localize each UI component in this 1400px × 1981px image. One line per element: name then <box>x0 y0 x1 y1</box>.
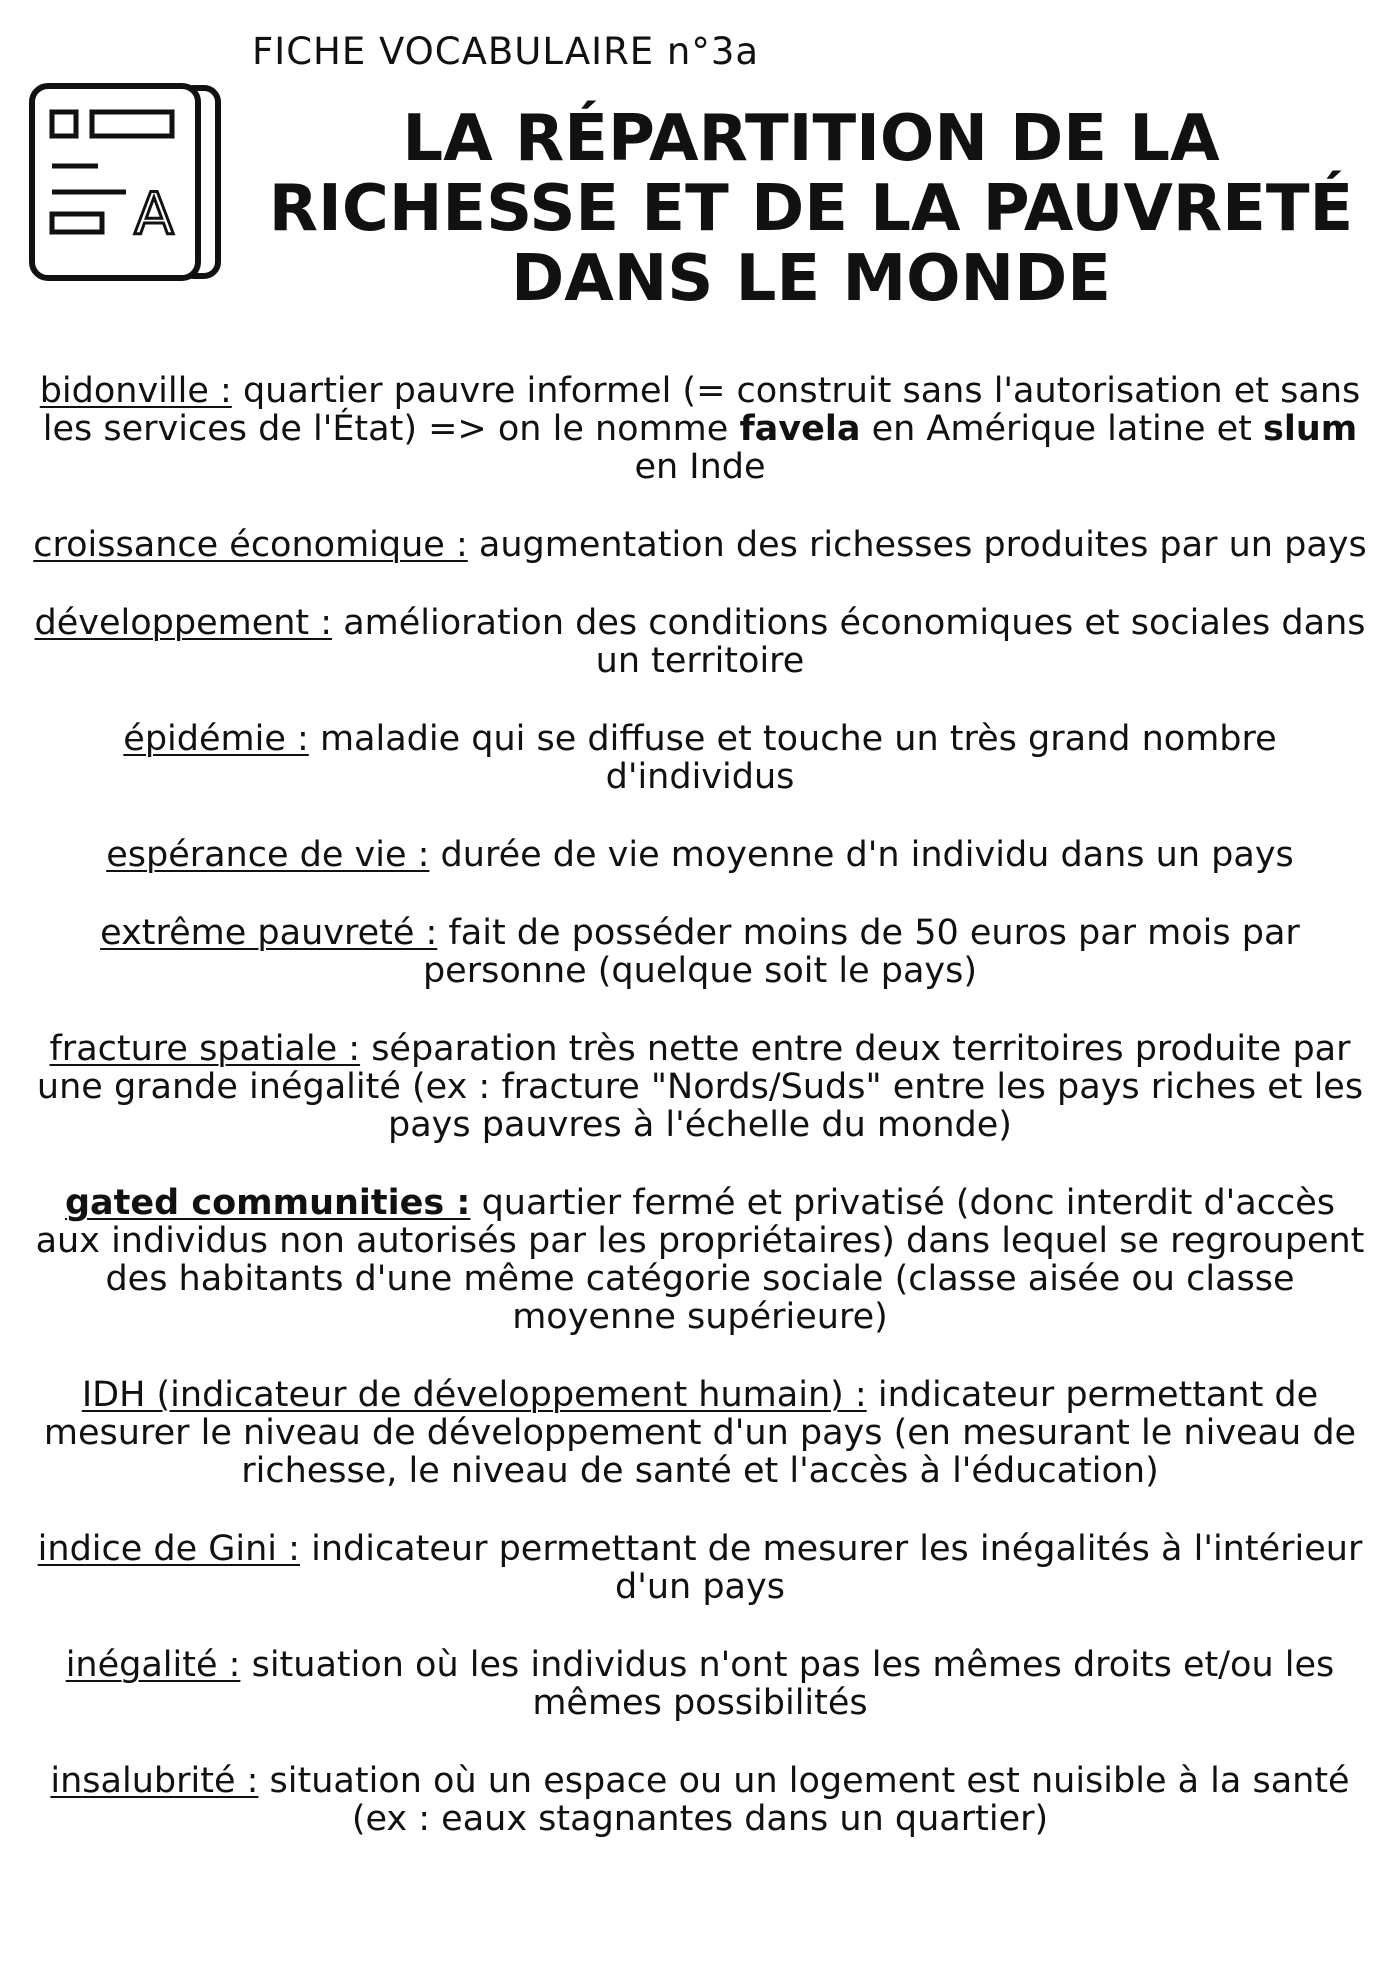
vocab-definition: amélioration des conditions économiques et sociales dans un territoire <box>343 603 1366 681</box>
vocab-definition: indicateur permettant de mesurer les inégalités à l'intérieur d'un pays <box>311 1529 1363 1607</box>
vocab-term: développement : <box>34 603 333 643</box>
vocab-definition: augmentation des richesses produites par un pays <box>478 525 1367 565</box>
vocab-entry-esperance-de-vie <box>30 836 1370 874</box>
vocab-term: gated communities : <box>64 1183 471 1223</box>
vocab-term: fracture spatiale : <box>49 1029 361 1069</box>
vocab-term: épidémie : <box>123 719 309 759</box>
vocab-term: espérance de vie : <box>106 835 430 875</box>
page-title <box>236 104 1386 314</box>
vocab-term: insalubrité : <box>50 1761 259 1801</box>
vocab-definition: séparation très nette entre deux territoires produite par une grande inégalité (ex : fracture "Nords/Suds" entre les pays riches et les pays pauvres à l'échelle du monde) <box>36 1029 1364 1145</box>
vocab-entry-epidemie <box>30 720 1370 796</box>
vocab-entry-indice-de-gini <box>30 1530 1370 1606</box>
vocab-definition: situation où un espace ou un logement est nuisible à la santé (ex : eaux stagnantes dans un quartier) <box>269 1761 1350 1839</box>
vocab-definition: indicateur permettant de mesurer le niveau de développement d'un pays (en mesurant le niveau de richesse, le niveau de santé et l'accès à l'éducation) <box>43 1375 1357 1491</box>
vocab-definition: maladie qui se diffuse et touche un très grand nombre d'individus <box>319 719 1277 797</box>
vocabulary-sheet-icon <box>28 82 226 282</box>
vocab-entry-insalubrite <box>30 1762 1370 1838</box>
vocab-term: bidonville : <box>39 371 232 411</box>
title-line: RICHESSE ET DE LA PAUVRETÉ <box>268 172 1354 246</box>
vocab-term: croissance économique : <box>33 525 468 565</box>
svg-text:A: A <box>134 180 174 248</box>
vocab-entry-croissance-economique <box>30 526 1370 564</box>
vocab-entry-fracture-spatiale <box>30 1030 1370 1144</box>
vocab-term: indice de Gini : <box>37 1529 300 1569</box>
sheet-subtitle: FICHE VOCABULAIRE n°3a <box>252 30 760 73</box>
vocab-entry-idh <box>30 1376 1370 1490</box>
vocab-entry-gated-communities <box>30 1184 1370 1336</box>
vocab-definition: quartier pauvre informel (= construit sans l'autorisation et sans les services de l'État) => on le nomme favela en Amérique latine et slum en Inde <box>42 371 1361 487</box>
vocab-entry-bidonville <box>30 372 1370 486</box>
vocab-entry-inegalite <box>30 1646 1370 1722</box>
keyword-favela: favela <box>739 409 861 449</box>
vocab-term: IDH (indicateur de développement humain) : <box>81 1375 867 1415</box>
vocab-entry-developpement <box>30 604 1370 680</box>
vocab-entry-extreme-pauvrete <box>30 914 1370 990</box>
title-line: DANS LE MONDE <box>511 242 1111 316</box>
vocab-definition: fait de posséder moins de 50 euros par mois par personne (quelque soit le pays) <box>422 913 1300 991</box>
vocab-definition: situation où les individus n'ont pas les mêmes droits et/ou les mêmes possibilités <box>251 1645 1335 1723</box>
vocab-definition: quartier fermé et privatisé (donc interdit d'accès aux individus non autorisés par les propriétaires) dans lequel se regroupent des habitants d'une même catégorie sociale (classe aisée ou classe moyenne supérieure) <box>35 1183 1365 1337</box>
vocab-term: extrême pauvreté : <box>100 913 438 953</box>
title-line: LA RÉPARTITION DE LA <box>402 102 1220 176</box>
keyword-slum: slum <box>1263 409 1358 449</box>
vocab-term: inégalité : <box>65 1645 241 1685</box>
vocab-definition: durée de vie moyenne d'n individu dans un pays <box>440 835 1294 875</box>
vocabulary-list <box>30 372 1370 1878</box>
